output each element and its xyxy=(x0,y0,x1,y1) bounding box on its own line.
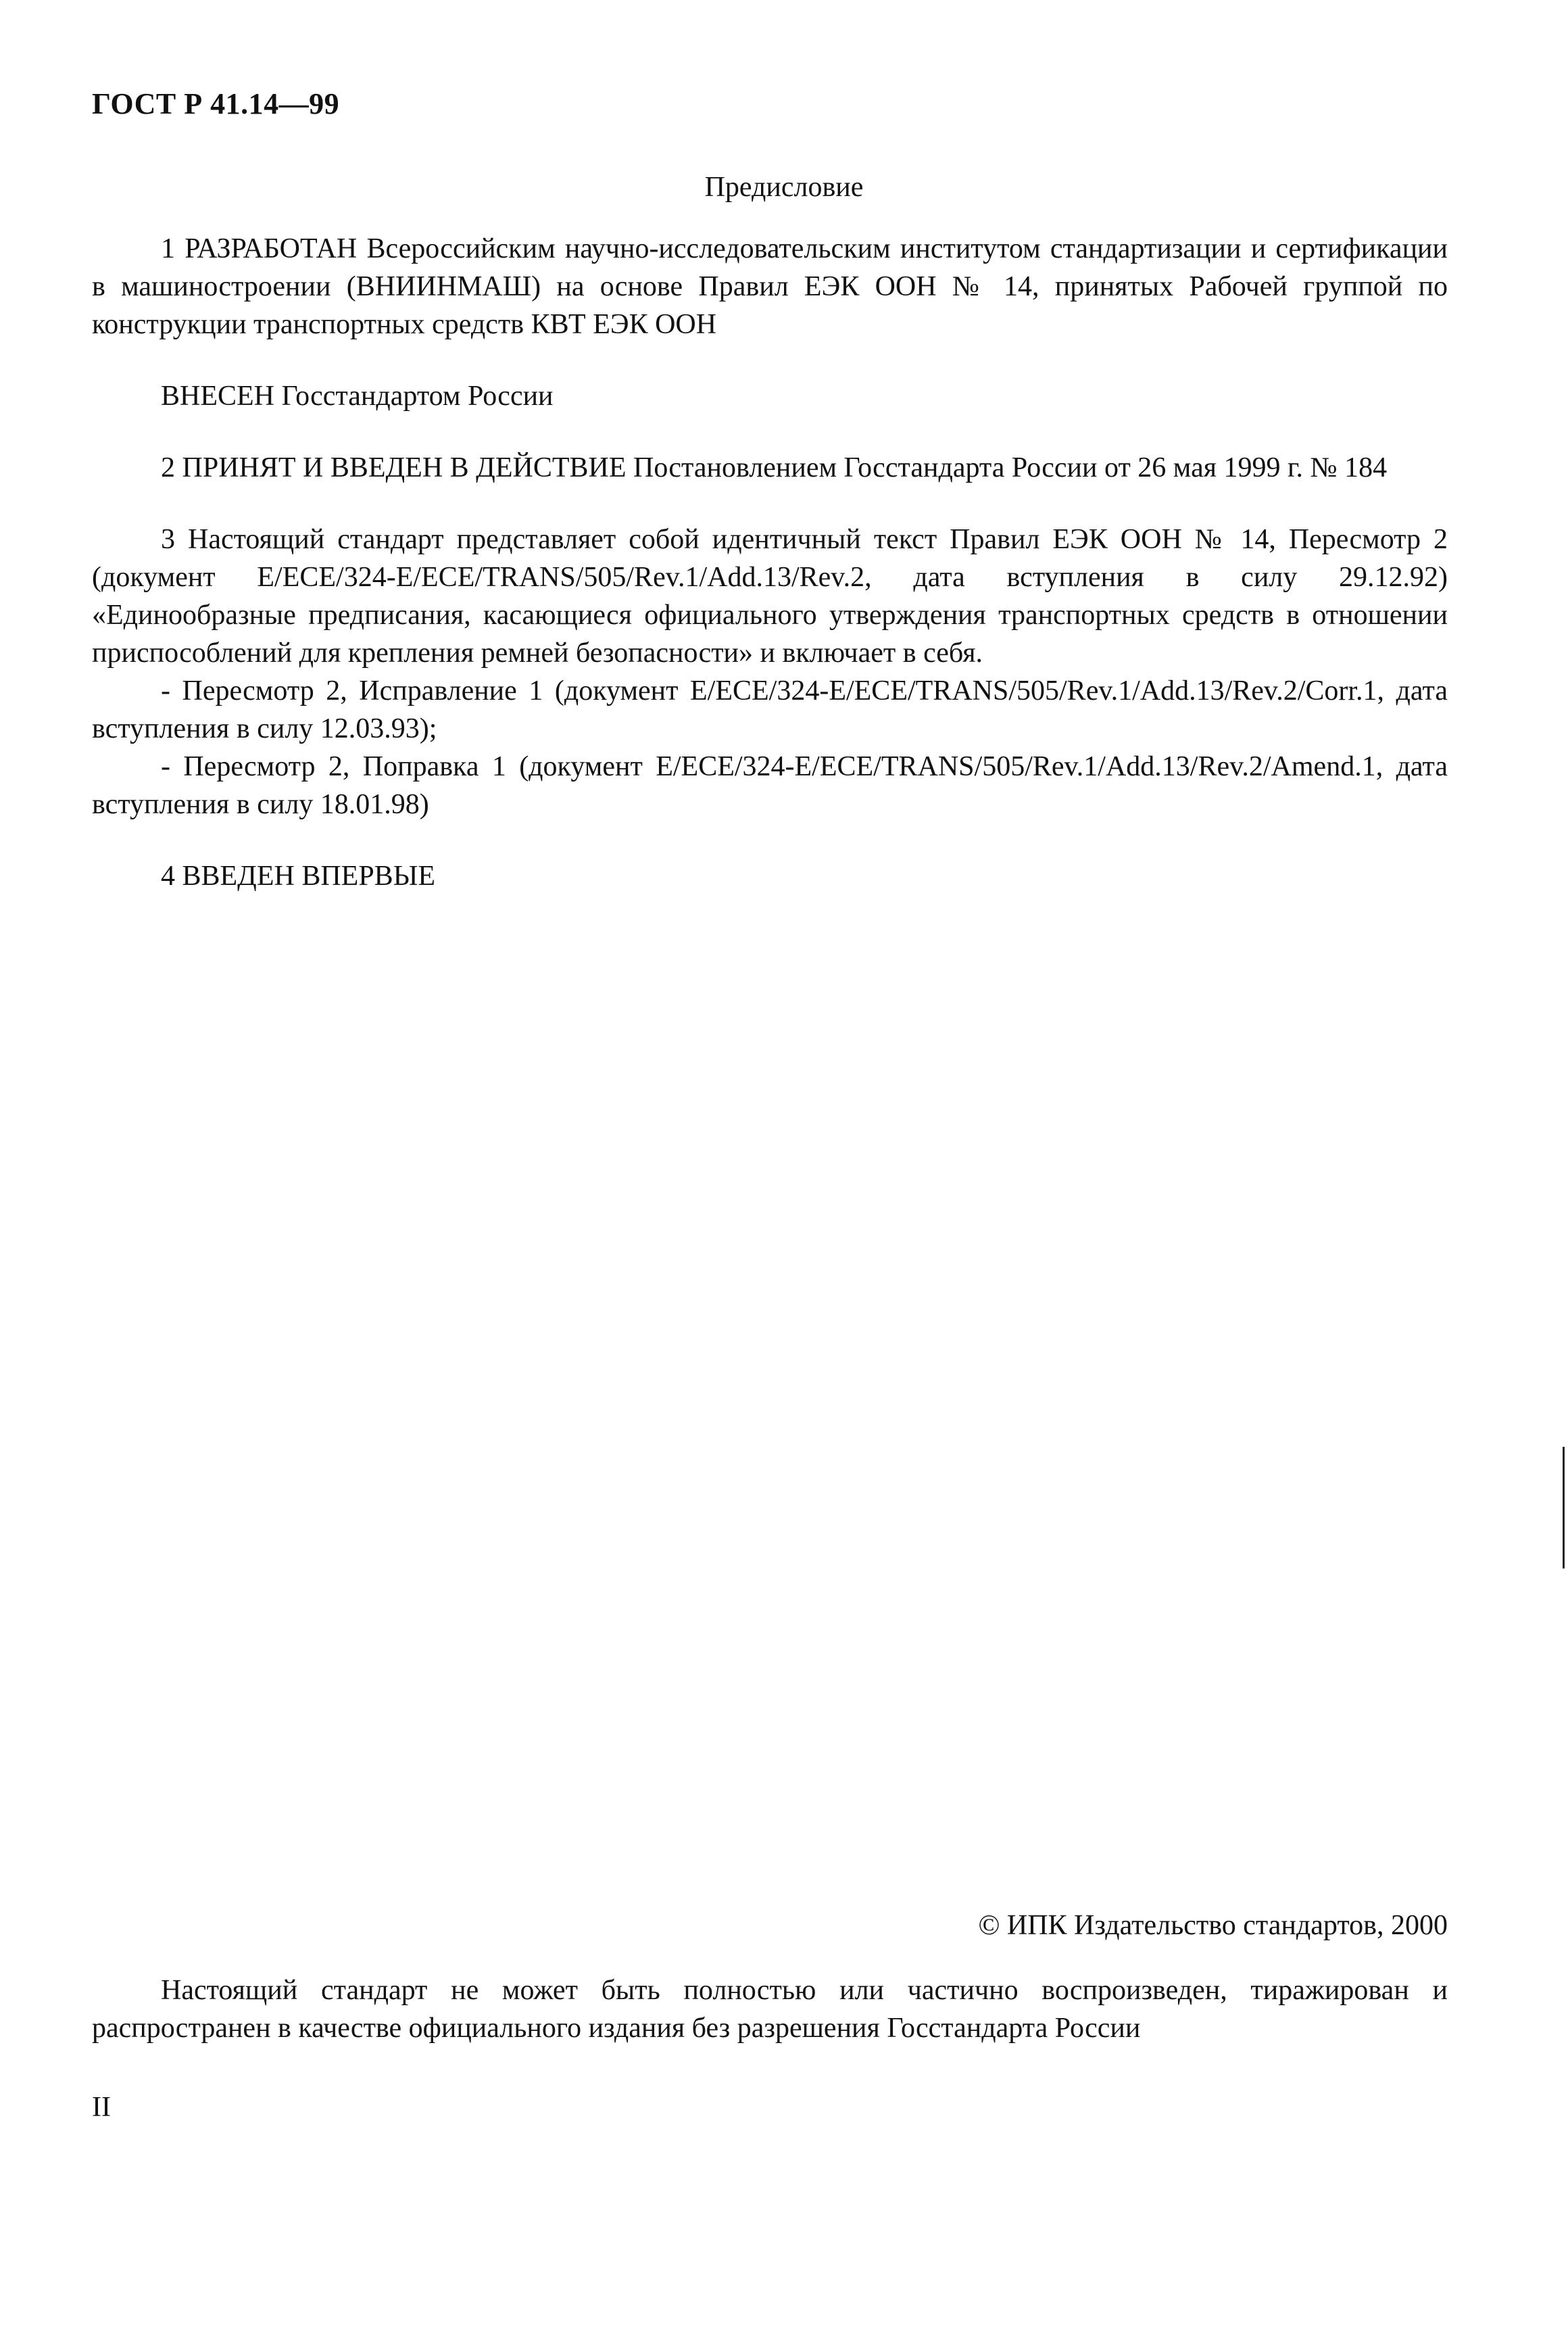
paragraph-adopted: 2 ПРИНЯТ И ВВЕДЕН В ДЕЙСТВИЕ Постановлением Госстандарта России от 26 мая 1999 г. № 184 xyxy=(161,452,1388,483)
paragraph-developed: 1 РАЗРАБОТАН Всероссийским научно-исследовательским институтом стандартизации и сертификации в машиностроении (ВНИИНМАШ) на основе Правил ЕЭК ООН № 14, принятых Рабочей группой по конструкции транспортных средств КВТ ЕЭК ООН xyxy=(92,233,1448,340)
section-title: Предисловие xyxy=(704,172,864,203)
copyright-line: © ИПК Издательство стандартов, 2000 xyxy=(978,1910,1448,1941)
paragraph-identical-text: 3 Настоящий стандарт представляет собой идентичный текст Правил ЕЭК ООН № 14, Пересмотр 2 (документ E/ECE/324-E/ECE/TRANS/505/Rev.1/Add.13/Rev.2, дата вступления в силу 29.12.92) «Единообразные предписания, касающиеся официального утверждения транспортных средств в отношении приспособлений для крепления ремней безопасности» и включает в себя. xyxy=(92,524,1448,669)
reproduction-notice: Настоящий стандарт не может быть полностью или частично воспроизведен, тиражирован и распространен в качестве официального издания без разрешения Госстандарта России xyxy=(92,1975,1448,2044)
paragraph-first-introduced: 4 ВВЕДЕН ВПЕРВЫЕ xyxy=(161,861,435,892)
paragraph-introduced: ВНЕСЕН Госстандартом России xyxy=(161,381,554,412)
paragraph-revision-correction: - Пересмотр 2, Исправление 1 (документ E/ECE/324-E/ECE/TRANS/505/Rev.1/Add.13/Rev.2/Corr.1, дата вступления в силу 12.03.93); xyxy=(92,675,1448,744)
page-number: II xyxy=(92,2092,111,2123)
paragraph-revision-amendment: - Пересмотр 2, Поправка 1 (документ E/ECE/324-E/ECE/TRANS/505/Rev.1/Add.13/Rev.2/Amend.1, дата вступления в силу 18.01.98) xyxy=(92,751,1448,820)
foreword-body xyxy=(92,230,1448,895)
scan-edge-mark xyxy=(1563,1447,1565,1568)
document-code: ГОСТ Р 41.14—99 xyxy=(92,87,340,120)
